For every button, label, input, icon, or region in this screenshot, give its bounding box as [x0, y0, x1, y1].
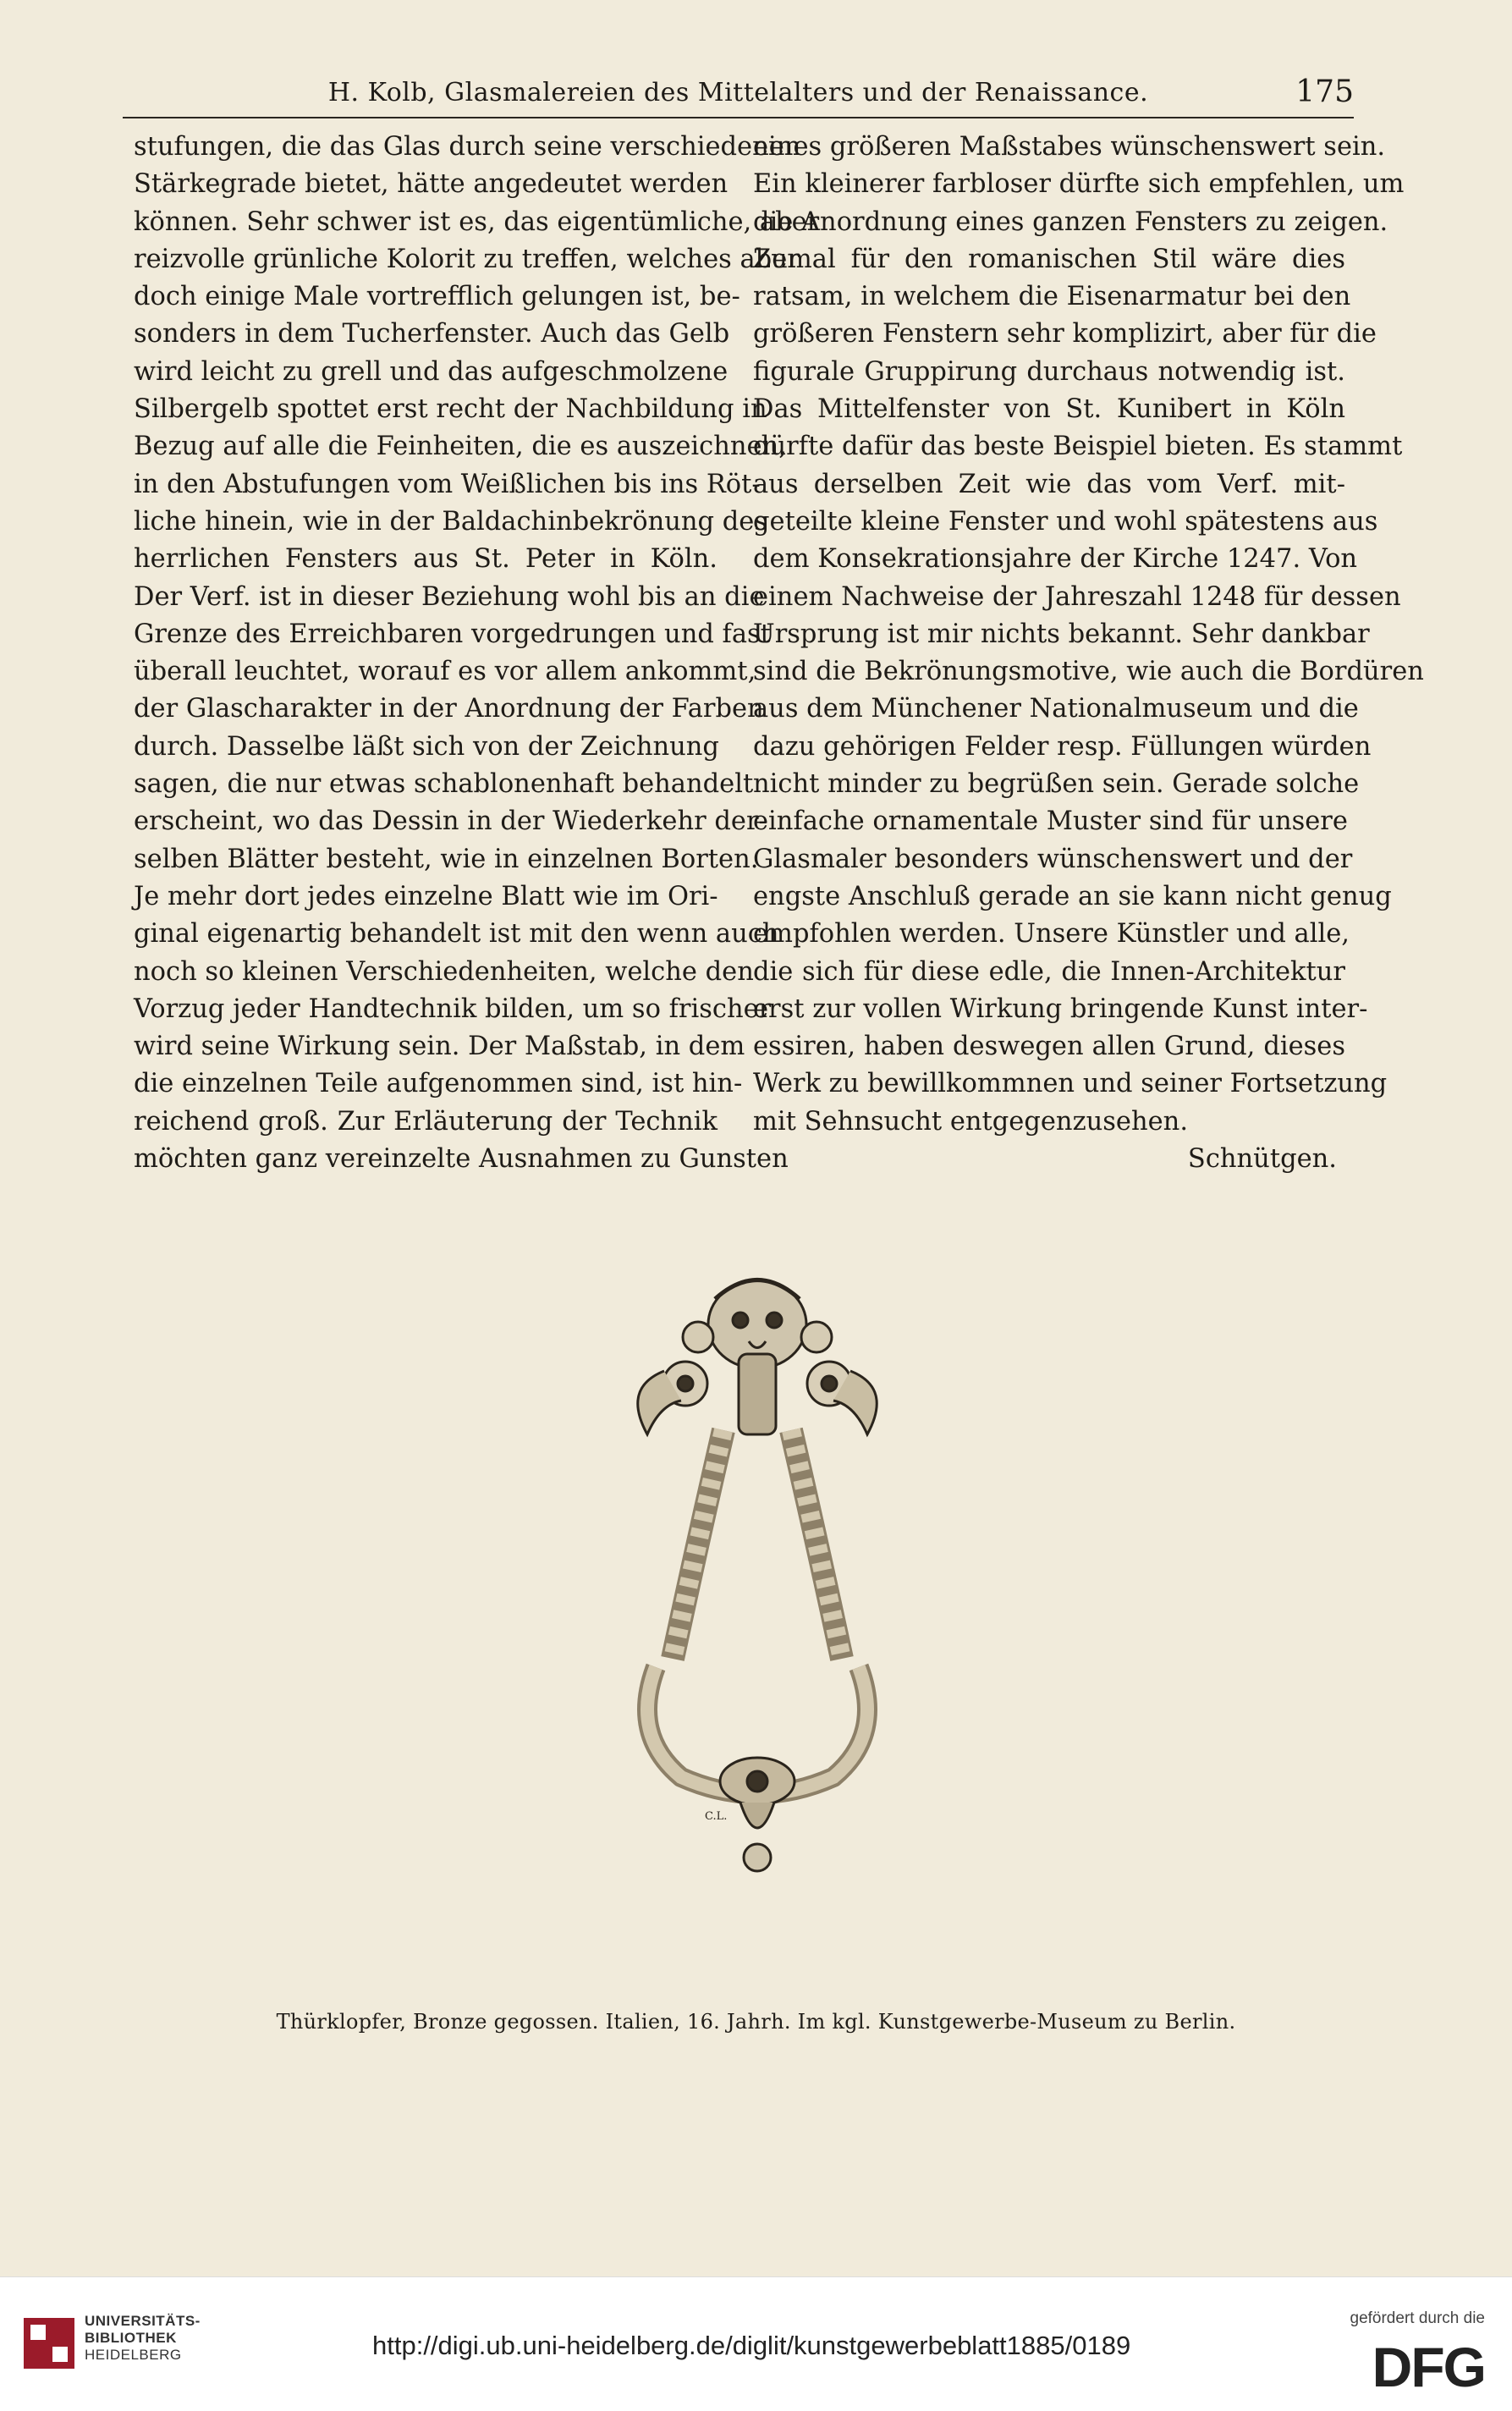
text-line: stufungen, die das Glas durch seine verschiedenen — [134, 132, 801, 162]
text-line: Bezug auf alle die Feinheiten, die es auszeichnen, — [134, 432, 787, 462]
text-line: empfohlen werden. Unsere Künstler und alle, — [753, 919, 1350, 950]
text-line: dazu gehörigen Felder resp. Füllungen würden — [753, 731, 1372, 762]
text-line: in den Abstufungen vom Weißlichen bis ins Röt- — [134, 469, 761, 499]
library-name — [85, 2313, 201, 2364]
library-name-line-3: HEIDELBERG — [85, 2347, 182, 2363]
text-line: liche hinein, wie in der Baldachinbekrönung des — [134, 506, 767, 537]
text-line: geteilte kleine Fenster und wohl spätestens aus — [753, 506, 1378, 537]
figure-caption: Thürklopfer, Bronze gegossen. Italien, 16. Jahrh. Im kgl. Kunstgewerbe-Museum zu Berlin. — [276, 2010, 1236, 2034]
text-line: einem Nachweise der Jahreszahl 1248 für dessen — [753, 581, 1401, 612]
door-knocker-illustration — [622, 1261, 893, 1989]
text-line: Zumal für den romanischen Stil wäre dies — [753, 244, 1345, 274]
left-text-column — [134, 129, 820, 1178]
text-line: Glasmaler besonders wünschenswert und der — [753, 844, 1353, 874]
text-line: dürfte dafür das beste Beispiel bieten. Es stammt — [753, 432, 1403, 462]
text-line: erst zur vollen Wirkung bringende Kunst inter- — [753, 994, 1368, 1024]
running-header — [123, 74, 1354, 118]
text-line: figurale Gruppirung durchaus notwendig ist. — [753, 356, 1345, 387]
permalink-url[interactable]: http://digi.ub.uni-heidelberg.de/diglit/kunstgewerbeblatt1885/0189 — [372, 2331, 1131, 2360]
text-line: die Anordnung eines ganzen Fensters zu zeigen. — [753, 206, 1388, 237]
text-line: aus dem Münchener Nationalmuseum und die — [753, 694, 1359, 724]
author-signature: Schnütgen. — [1187, 1144, 1337, 1175]
text-line: sind die Bekrönungsmotive, wie auch die Bordüren — [753, 657, 1424, 687]
text-line: reichend groß. Zur Erläuterung der Technik — [134, 1106, 718, 1137]
text-line: die sich für diese edle, die Innen-Architektur — [753, 956, 1345, 987]
text-line: Grenze des Erreichbaren vorgedrungen und fast — [134, 619, 771, 649]
text-line: dem Konsekrationsjahre der Kirche 1247. Von — [753, 544, 1358, 575]
text-line: Vorzug jeder Handtechnik bilden, um so frischer — [134, 994, 772, 1024]
text-line: wird seine Wirkung sein. Der Maßstab, in dem — [134, 1032, 745, 1062]
text-line: sonders in dem Tucherfenster. Auch das Gelb — [134, 319, 730, 350]
text-line: durch. Dasselbe läßt sich von der Zeichnung — [134, 731, 719, 762]
text-line: Werk zu bewillkommnen und seiner Fortsetzung — [753, 1069, 1388, 1099]
funding-label: gefördert durch die — [1350, 2309, 1485, 2327]
text-line: Der Verf. ist in dieser Beziehung wohl bis an die — [134, 581, 765, 612]
right-text-column — [753, 129, 1424, 1178]
text-line: reizvolle grünliche Kolorit zu treffen, welches aber — [134, 244, 800, 274]
text-line: noch so kleinen Verschiedenheiten, welche den — [134, 956, 754, 987]
running-title: H. Kolb, Glasmalereien des Mittelalters und der Renaissance. — [327, 78, 1149, 107]
text-line: sagen, die nur etwas schablonenhaft behandelt — [134, 769, 754, 800]
text-line: Je mehr dort jedes einzelne Blatt wie im Ori- — [134, 881, 718, 911]
text-line: Silbergelb spottet erst recht der Nachbildung in — [134, 394, 767, 425]
digitization-footer — [0, 2276, 1512, 2411]
text-line: einfache ornamentale Muster sind für unsere — [753, 806, 1348, 837]
page-number: 175 — [1295, 74, 1354, 109]
text-line: aus derselben Zeit wie das vom Verf. mit- — [753, 469, 1345, 499]
text-line: Stärkegrade bietet, hätte angedeutet werden — [134, 169, 729, 200]
text-line: herrlichen Fensters aus St. Peter in Köln. — [134, 544, 718, 575]
text-line: doch einige Male vortrefflich gelungen ist, be- — [134, 282, 740, 312]
text-line: mit Sehnsucht entgegenzusehen. — [753, 1106, 1189, 1137]
text-line: wird leicht zu grell und das aufgeschmolzene — [134, 356, 729, 387]
text-line: ginal eigenartig behandelt ist mit den wenn auch — [134, 919, 779, 950]
text-line: essiren, haben deswegen allen Grund, dieses — [753, 1032, 1345, 1062]
text-line: engste Anschluß gerade an sie kann nicht genug — [753, 881, 1392, 911]
text-line: nicht minder zu begrüßen sein. Gerade solche — [753, 769, 1360, 800]
text-line: überall leuchtet, worauf es vor allem ankommt, — [134, 657, 756, 687]
text-line: Ein kleinerer farbloser dürfte sich empfehlen, um — [753, 169, 1405, 200]
text-line: selben Blätter besteht, wie in einzelnen Borten. — [134, 844, 759, 874]
text-line: Ursprung ist mir nichts bekannt. Sehr dankbar — [753, 619, 1370, 649]
text-line: größeren Fenstern sehr komplizirt, aber für die — [753, 319, 1377, 350]
text-line: ratsam, in welchem die Eisenarmatur bei den — [753, 282, 1351, 312]
text-line: Das Mittelfenster von St. Kunibert in Köln — [753, 394, 1345, 425]
text-line: die einzelnen Teile aufgenommen sind, ist hin- — [134, 1069, 743, 1099]
text-line: der Glascharakter in der Anordnung der Farben — [134, 694, 764, 724]
dfg-logo: DFG — [1372, 2336, 1485, 2398]
university-library-logo-icon — [24, 2318, 74, 2369]
library-name-line-1: UNIVERSITÄTS- — [85, 2313, 201, 2329]
text-line: können. Sehr schwer ist es, das eigentümliche, aber — [134, 206, 820, 237]
text-line: eines größeren Maßstabes wünschenswert sein. — [753, 132, 1386, 162]
text-line: erscheint, wo das Dessin in der Wiederkehr der- — [134, 806, 767, 837]
text-line: möchten ganz vereinzelte Ausnahmen zu Gunsten — [134, 1144, 789, 1175]
engraver-mark: C.L. — [705, 1810, 728, 1823]
library-name-line-2: BIBLIOTHEK — [85, 2330, 177, 2346]
